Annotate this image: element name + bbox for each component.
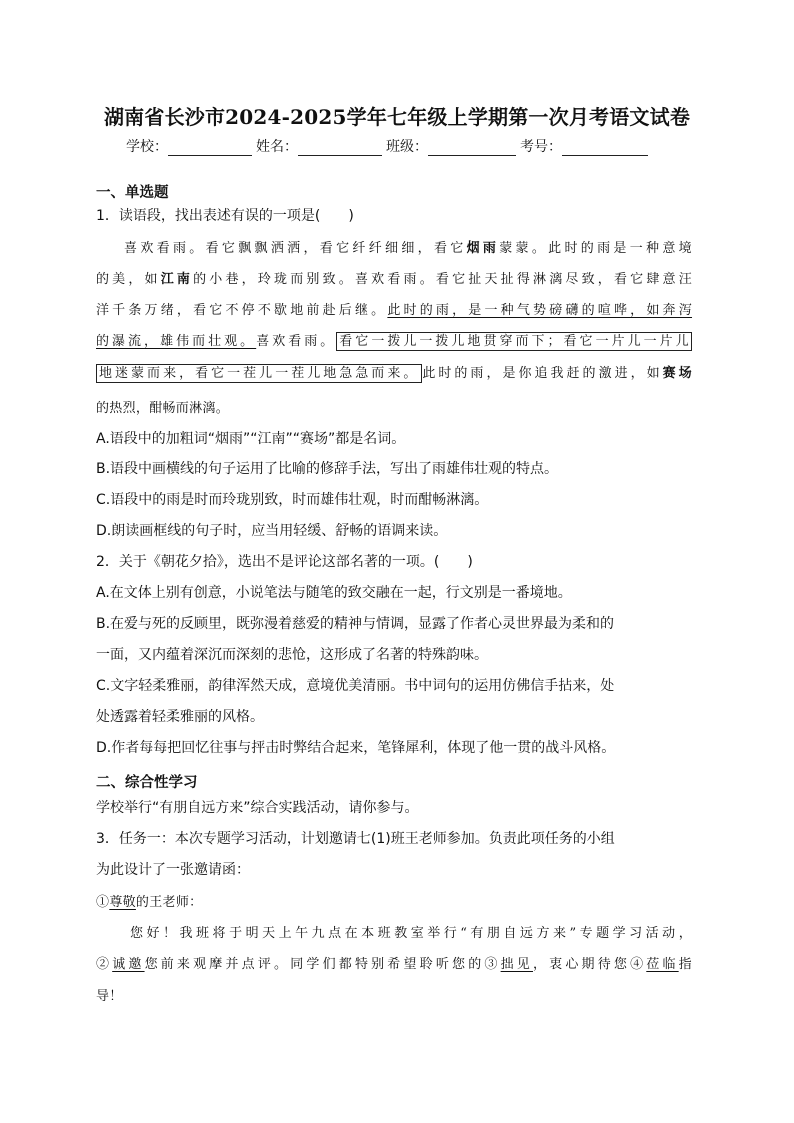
bold-word-jiangnan: 江南 (160, 272, 194, 287)
number-field[interactable] (562, 138, 648, 156)
bold-word-yanyu: 烟雨 (466, 241, 500, 256)
student-info-row (126, 136, 652, 156)
question-3-line-1: 3．任务一：本次专题学习活动，计划邀请七(1)班王老师参加。负责此项任务的小组 (96, 831, 615, 847)
q1-option-b: B.语段中画横线的句子运用了比喻的修辞手法，写出了雨雄伟壮观的特点。 (96, 461, 559, 477)
school-field[interactable] (168, 138, 252, 156)
underlined-word-1: 尊敬 (109, 895, 136, 910)
passage-line-2: 的美，如江南的小巷，玲珑而别致。喜欢看雨。看它扯天扯得淋漓尽致，看它肆意汪 (96, 272, 692, 287)
question-3-line-2: 为此设计了一张邀请函： (96, 862, 250, 878)
q2-option-b-line-2: 一面，又内蕴着深沉而深刻的悲怆，这形成了名著的特殊韵味。 (96, 647, 488, 663)
name-field[interactable] (298, 138, 382, 156)
q2-option-b-line-1: B.在爱与死的反顾里，既弥漫着慈爱的精神与情调，显露了作者心灵世界最为柔和的 (96, 616, 615, 632)
passage-line-6: 的热烈，酣畅而淋漓。 (96, 401, 230, 416)
q1-option-d: D.朗读画框线的句子时，应当用轻缓、舒畅的语调来读。 (96, 523, 448, 539)
q2-option-a: A.在文体上别有创意，小说笔法与随笔的致交融在一起，行文别是一番境地。 (96, 585, 572, 601)
question-2-stem: 2．关于《朝花夕拾》，选出不是评论这部名著的一项。( ) (96, 554, 473, 570)
section-heading-single-choice: 一、单选题 (96, 185, 169, 201)
letter-greeting: ①尊敬的王老师： (96, 895, 203, 910)
passage-line-1: 喜欢看雨。看它飘飘洒洒，看它纤纤细细，看它烟雨蒙蒙。此时的雨是一种意境 (124, 241, 692, 256)
class-field[interactable] (428, 138, 516, 156)
passage-line-5: 地迷蒙而来，看它一茬儿一茬儿地急急而来。 此时的雨，是你追我赶的激进，如赛场 (96, 362, 692, 381)
class-label: 班级： (386, 139, 428, 155)
name-label: 姓名： (256, 139, 298, 155)
boxed-sentence-end: 地迷蒙而来，看它一茬儿一茬儿地急急而来。 (96, 364, 422, 383)
number-label: 考号： (520, 139, 562, 155)
passage-line-4: 的瀑流，雄伟而壮观。喜欢看雨。 看它一拨儿一拨儿地贯穿而下；看它一片儿一片儿 (96, 330, 692, 349)
q1-option-c: C.语段中的雨是时而玲珑别致，时而雄伟壮观，时而酣畅淋漓。 (96, 492, 489, 508)
boxed-sentence-start: 看它一拨儿一拨儿地贯穿而下；看它一片儿一片儿 (336, 332, 692, 351)
letter-line-2: ②诚邀您前来观摩并点评。同学们都特别希望聆听您的③拙见，衷心期待您④莅临指 (96, 957, 692, 972)
q2-option-c-line-2: 处透露着轻柔雅丽的风格。 (96, 709, 264, 725)
bold-word-saichang: 赛场 (662, 366, 692, 381)
passage-line-3: 洋千条万绪，看它不停不歇地前赴后继。此时的雨，是一种气势磅礴的喧哗，如奔泻 (96, 303, 693, 318)
letter-line-1: 您好！我班将于明天上午九点在本班教室举行“有朋自远方来”专题学习活动， (130, 926, 692, 941)
underlined-word-4: 莅临 (646, 957, 679, 972)
school-label: 学校： (126, 139, 168, 155)
underlined-word-3: 拙见 (500, 957, 533, 972)
letter-line-3: 导！ (96, 989, 123, 1004)
q2-option-c-line-1: C.文字轻柔雅丽，韵律浑然天成，意境优美清丽。书中词句的运用仿佛信手拈来，处 (96, 678, 615, 694)
underlined-sentence-end: 的瀑流，雄伟而壮观。 (96, 334, 257, 349)
section-heading-comprehensive: 二、综合性学习 (96, 775, 198, 791)
q2-option-d: D.作者每每把回忆往事与抨击时弊结合起来，笔锋犀利，体现了他一贯的战斗风格。 (96, 740, 616, 756)
section-2-intro: 学校举行“有朋自远方来”综合实践活动，请你参与。 (96, 800, 419, 816)
underlined-word-2: 诚邀 (112, 957, 145, 972)
question-1-stem: 1．读语段，找出表述有误的一项是( ) (96, 208, 354, 224)
underlined-sentence: 此时的雨，是一种气势磅礴的喧哗，如奔泻 (387, 303, 693, 318)
q1-option-a: A.语段中的加粗词“烟雨”“江南”“赛场”都是名词。 (96, 431, 406, 447)
page-title: 湖南省长沙市2024-2025学年七年级上学期第一次月考语文试卷 (103, 105, 691, 129)
